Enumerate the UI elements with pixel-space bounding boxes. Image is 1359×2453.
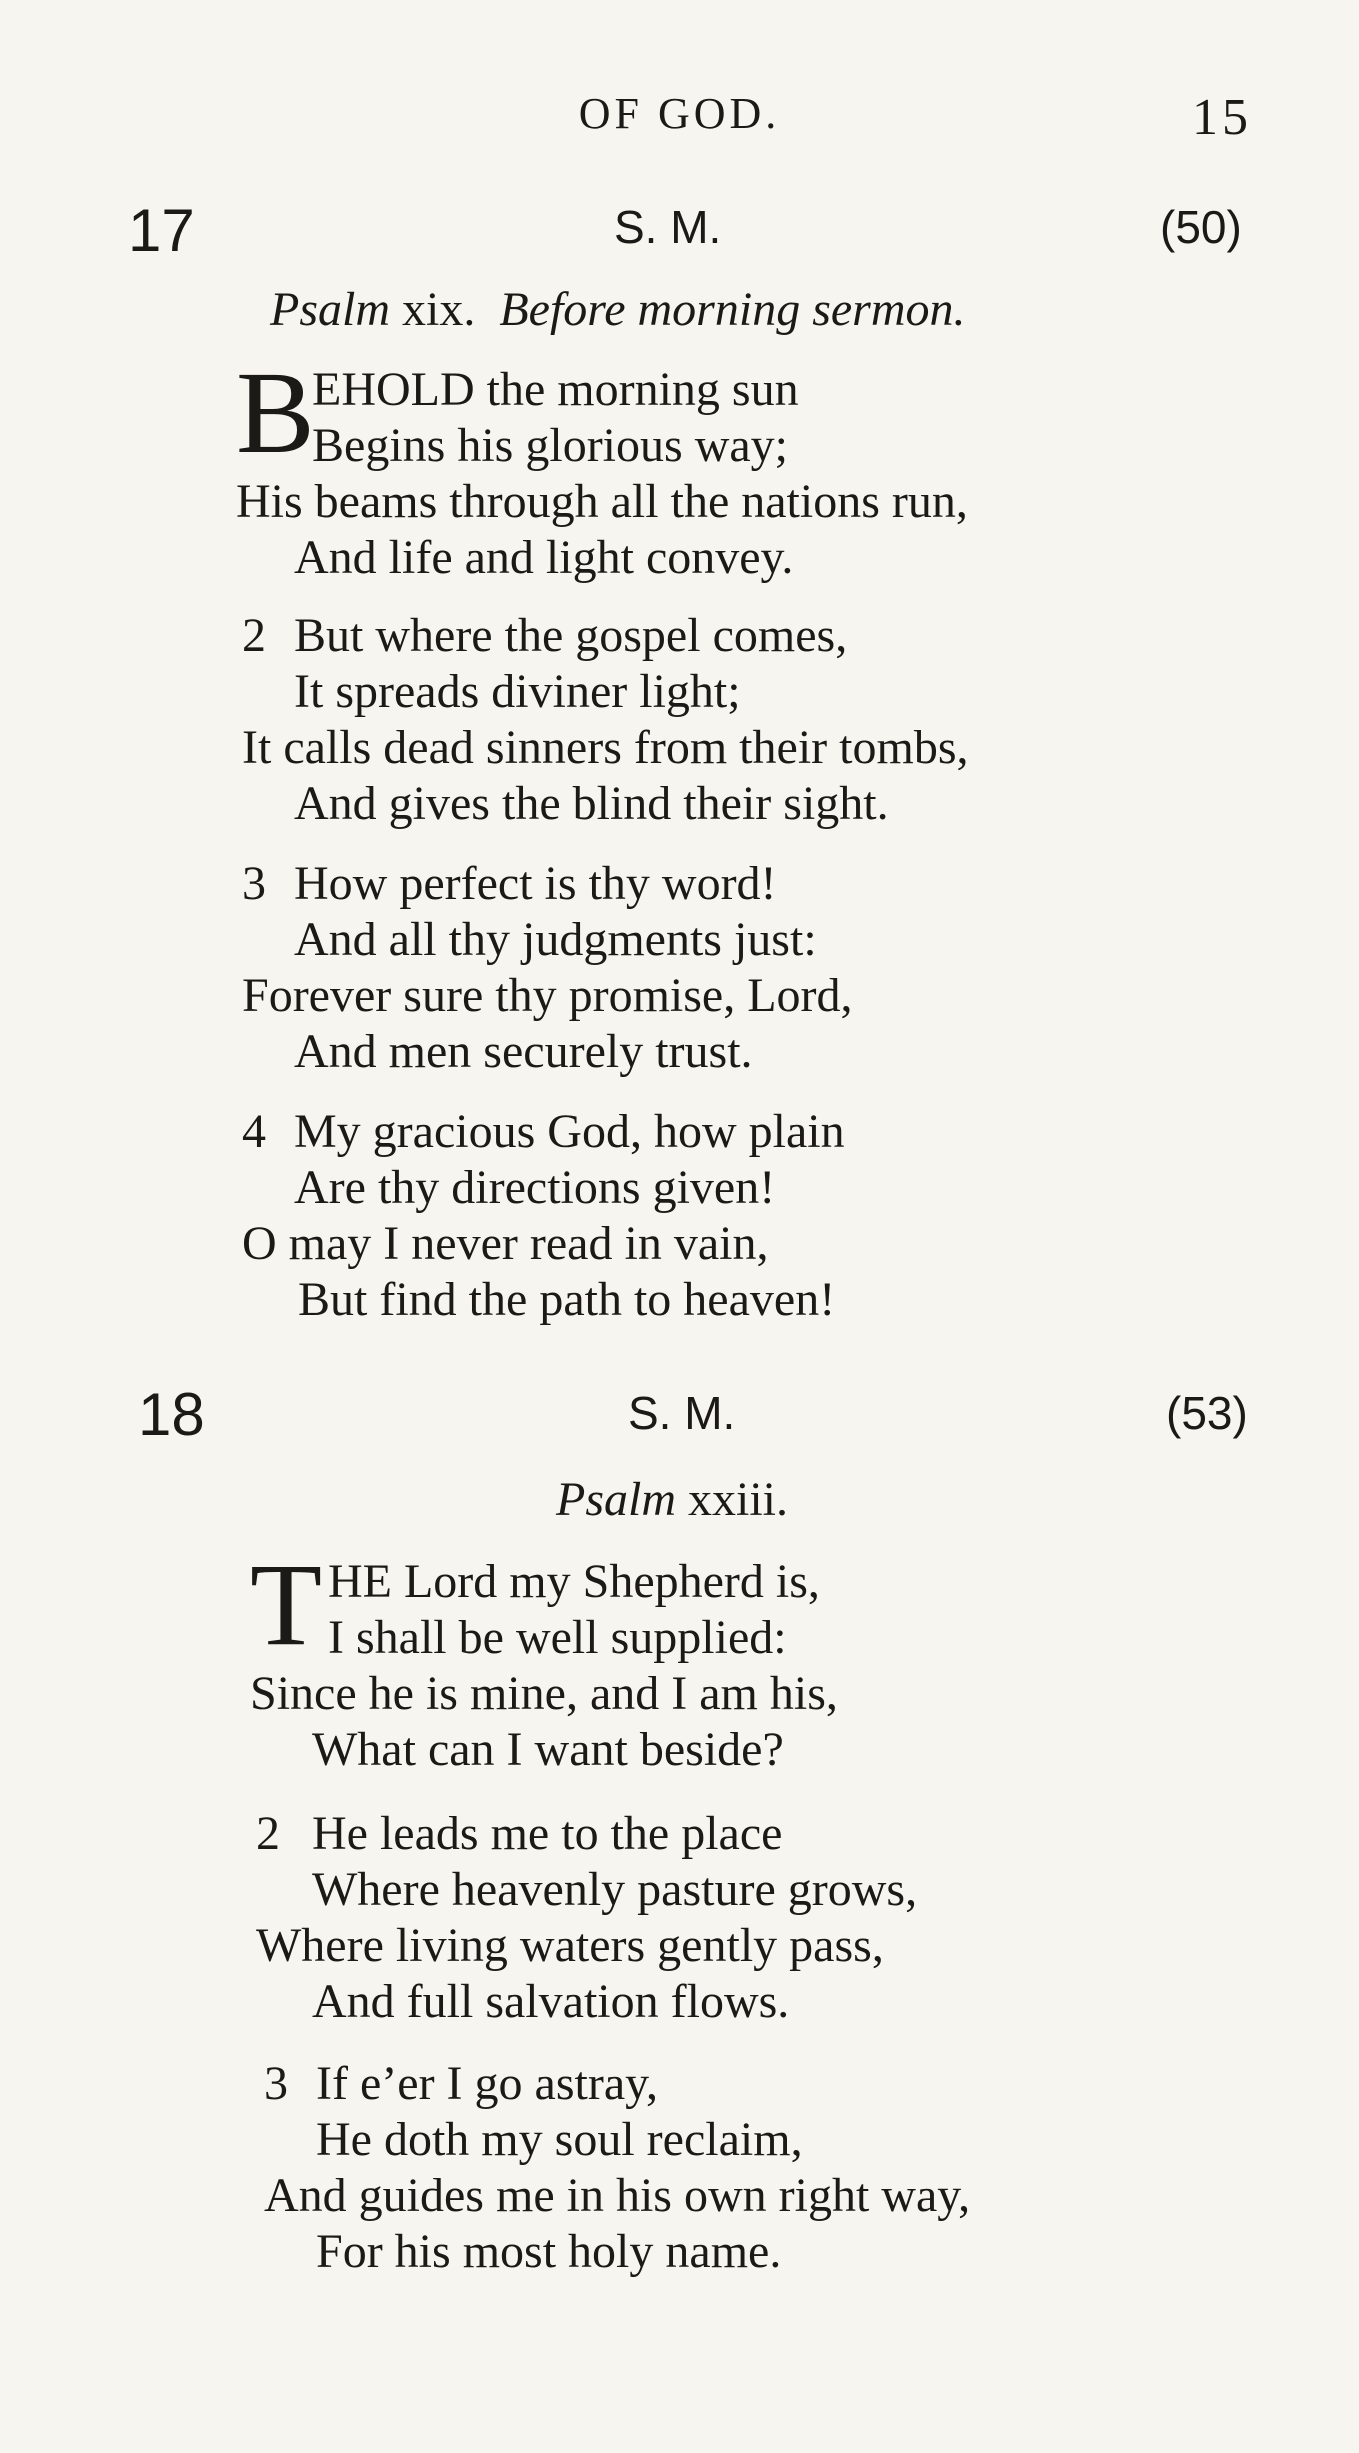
drop-cap: T	[250, 1539, 323, 1670]
tune-reference: (50)	[1160, 201, 1242, 253]
verse-line: HE Lord my Shepherd is,	[328, 1555, 820, 1608]
verse-line: Where heavenly pasture grows,	[312, 1863, 918, 1916]
verse-line: My gracious God, how plain	[294, 1105, 845, 1158]
verse-line: Since he is mine, and I am his,	[250, 1667, 838, 1720]
verse-line: And full salvation flows.	[312, 1975, 790, 2028]
running-head	[0, 88, 1359, 146]
running-head-title: OF GOD.	[578, 89, 781, 138]
verse-line: Where living waters gently pass,	[256, 1919, 884, 1972]
verse-line: He doth my soul reclaim,	[316, 2113, 803, 2166]
heading-occasion: Before morning sermon.	[499, 283, 966, 336]
verse-line: And gives the blind their sight.	[294, 777, 889, 830]
verse-line: And life and light convey.	[294, 531, 794, 584]
hymn-meter: S. M.	[628, 1387, 736, 1439]
verse-line: But find the path to heaven!	[298, 1273, 836, 1326]
page-number: 15	[1192, 89, 1252, 146]
verse-line: And men securely trust.	[294, 1025, 753, 1078]
verse-line: I shall be well supplied:	[328, 1611, 787, 1664]
verse-line: Are thy directions given!	[294, 1161, 776, 1214]
tune-reference: (53)	[1166, 1387, 1248, 1439]
heading-psalm: Psalm	[270, 283, 390, 336]
verse-line: And guides me in his own right way,	[264, 2169, 971, 2222]
verse-line: Begins his glorious way;	[312, 419, 788, 472]
verse-line: He leads me to the place	[312, 1807, 783, 1860]
stanza-number: 2	[242, 609, 266, 662]
verse-line: Forever sure thy promise, Lord,	[242, 969, 853, 1022]
heading-psalm-number: xxiii.	[688, 1473, 789, 1526]
verse-line: EHOLD the morning sun	[312, 363, 799, 416]
verse-line: O may I never read in vain,	[242, 1217, 769, 1270]
hymn-heading	[556, 1472, 788, 1527]
verse-line: How perfect is thy word!	[294, 857, 777, 910]
verse-line: And all thy judgments just:	[294, 913, 817, 966]
drop-cap: B	[236, 347, 315, 478]
stanza-number: 4	[242, 1105, 266, 1158]
verse-line: But where the gospel comes,	[294, 609, 848, 662]
verse-line: His beams through all the nations run,	[236, 475, 968, 528]
stanza-number: 3	[242, 857, 266, 910]
stanza-number: 2	[256, 1807, 280, 1860]
heading-psalm-number: xix.	[402, 283, 476, 336]
hymn-heading	[270, 282, 966, 337]
hymn-meter: S. M.	[614, 201, 722, 253]
stanza-number: 3	[264, 2057, 288, 2110]
heading-psalm: Psalm	[556, 1473, 676, 1526]
verse-line: It calls dead sinners from their tombs,	[242, 721, 969, 774]
verse-line: What can I want beside?	[312, 1723, 784, 1776]
verse-line: For his most holy name.	[316, 2225, 782, 2278]
verse-line: If e’er I go astray,	[316, 2057, 659, 2110]
verse-line: It spreads diviner light;	[294, 665, 741, 718]
hymn-number: 18	[138, 1381, 205, 1448]
hymn-number: 17	[128, 197, 195, 264]
